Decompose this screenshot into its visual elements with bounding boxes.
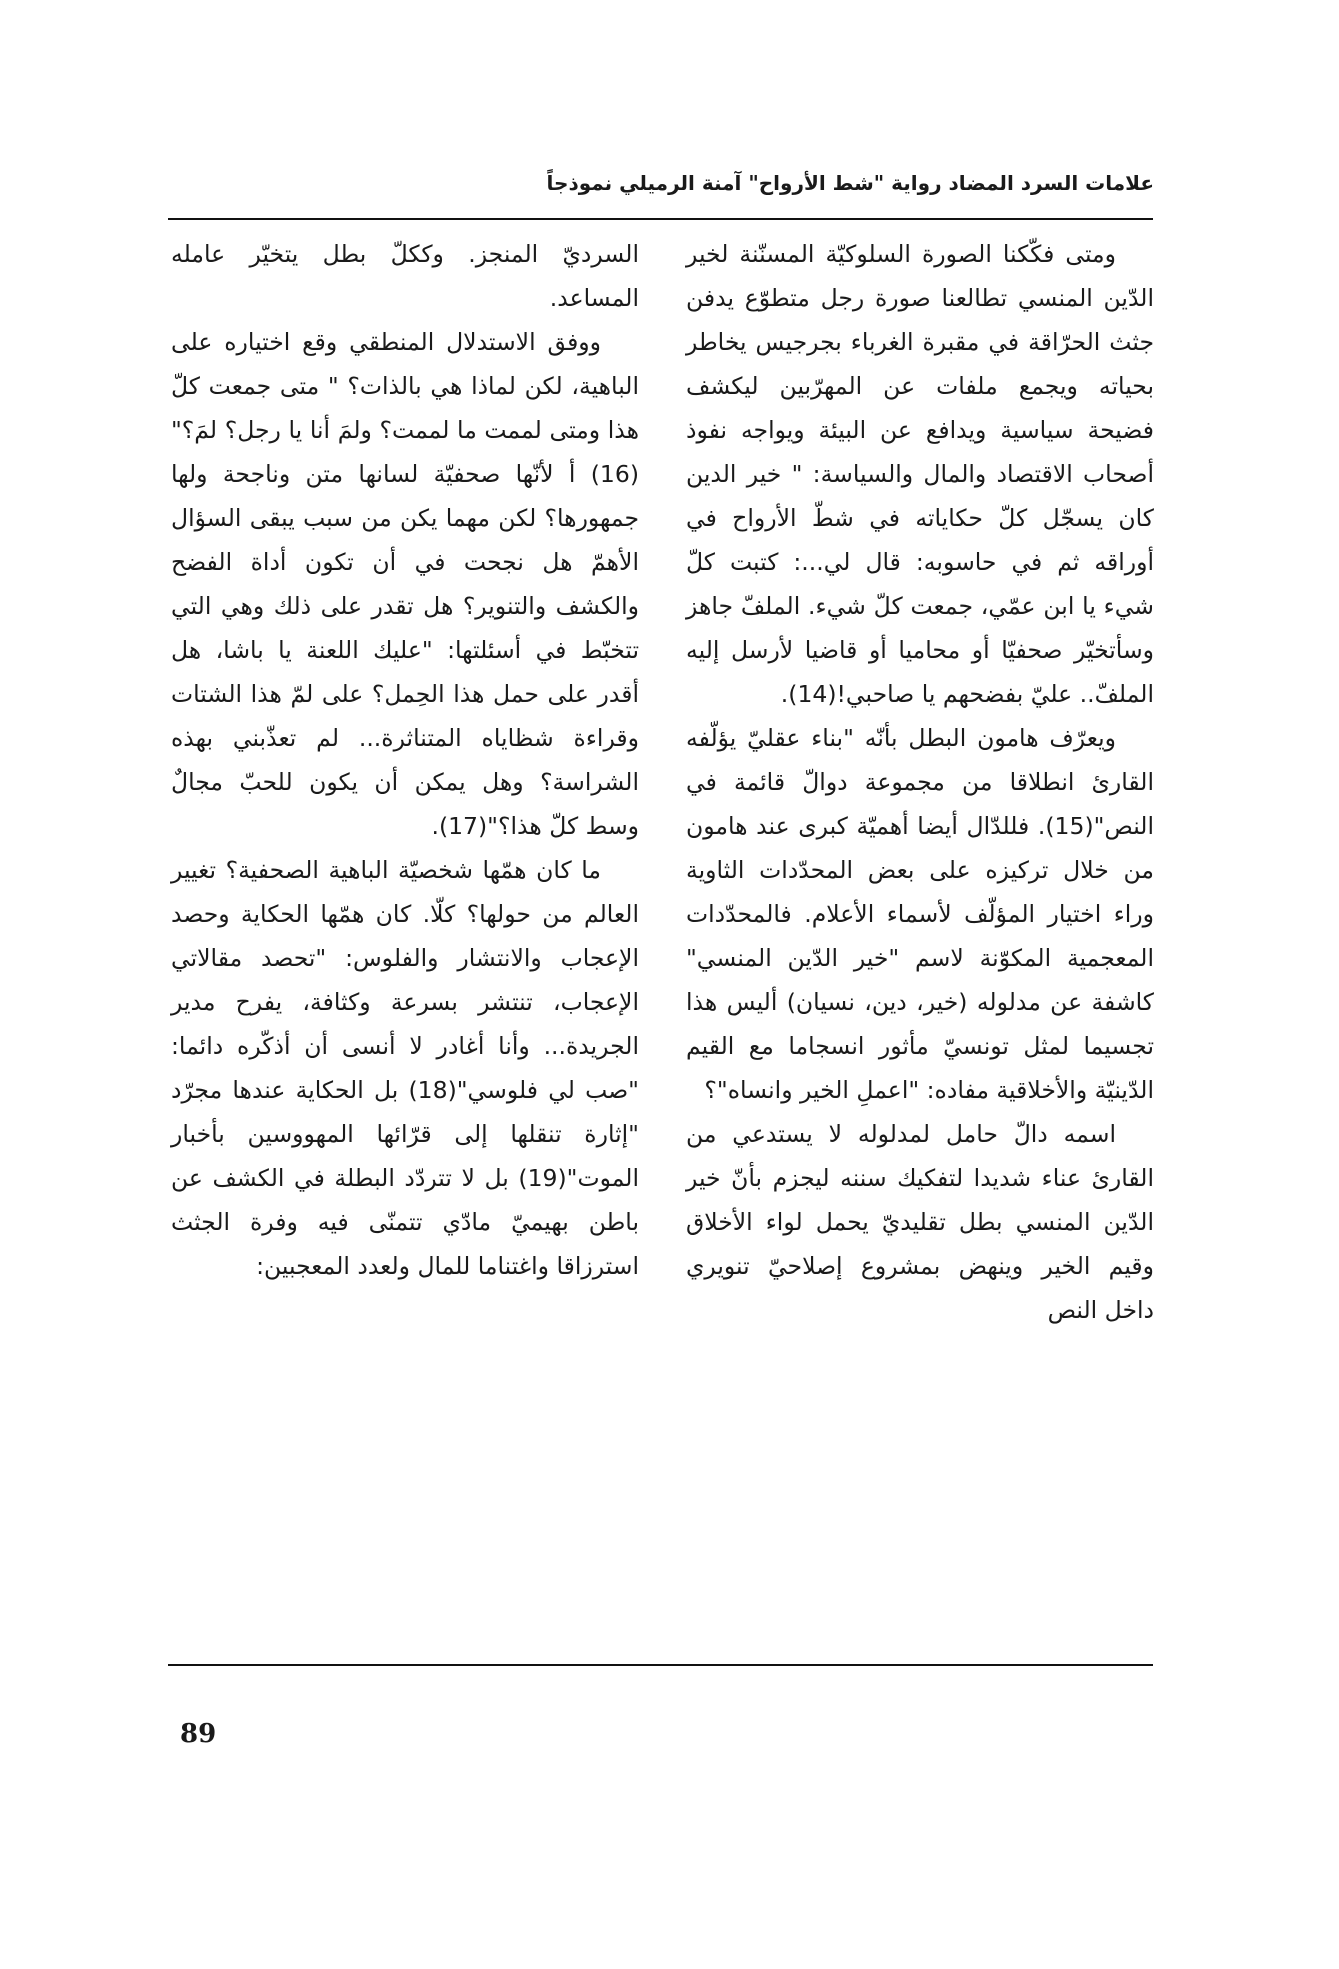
paragraph: ووفق الاستدلال المنطقي وقع اختياره على الباهية، لكن لماذا هي بالذات؟ " متى جمعت كلّ هذا ومتى لممت ما لممت؟ ولمَ أنا يا رجل؟ لمَ؟"(16) أ لأنّها صحفيّة لسانها متن وناجحة ولها جمهورها؟ لكن مهما يكن من سبب يبقى السؤال الأهمّ هل نجحت في أن تكون أداة الفضح والكشف والتنوير؟ هل تقدر على ذلك وهي التي تتخبّط في أسئلتها: "عليك اللعنة يا باشا، هل أقدر على حمل هذا الحِمل؟ على لمّ هذا الشتات وقراءة شظاياه المتناثرة... لم تعذّبني بهذه الشراسة؟ وهل يمكن أن يكون للحبّ مجالٌ وسط كلّ هذا؟"(17).: [171, 328, 639, 840]
paragraph: ويعرّف هامون البطل بأنّه "بناء عقليّ يؤلّفه القارئ انطلاقا من مجموعة دوالّ قائمة في النص"(15). فللدّال أيضا أهميّة كبرى عند هامون من خلال تركيزه على بعض المحدّدات الثاوية وراء اختيار المؤلّف لأسماء الأعلام. فالمحدّدات المعجمية المكوّنة لاسم "خير الدّين المنسي" كاشفة عن مدلوله (خير، دين، نسيان) أليس هذا تجسيما لمثل تونسيّ مأثور انسجاما مع القيم الدّينيّة والأخلاقية مفاده: "اعملِ الخير وانساه"؟: [686, 724, 1154, 1104]
left-text-column: [171, 232, 639, 1288]
paragraph: اسمه دالّ حامل لمدلوله لا يستدعي من القارئ عناء شديدا لتفكيك سننه ليجزم بأنّ خير الدّين المنسي بطل تقليديّ يحمل لواء الأخلاق وقيم الخير وينهض بمشروع إصلاحيّ تنويري داخل النص: [686, 1120, 1154, 1324]
page-number: 89: [180, 1719, 217, 1749]
header-divider: [168, 218, 1153, 220]
footer-divider: [168, 1664, 1153, 1666]
paragraph: السرديّ المنجز. وككلّ بطل يتخيّر عامله المساعد.: [171, 240, 639, 312]
paragraph: ما كان همّها شخصيّة الباهية الصحفية؟ تغيير العالم من حولها؟ كلّا. كان همّها الحكاية وحصد الإعجاب والانتشار والفلوس: "تحصد مقالاتي الإعجاب، تنتشر بسرعة وكثافة، يفرح مدير الجريدة... وأنا أغادر لا أنسى أن أذكّره دائما: "صب لي فلوسي"(18) بل الحكاية عندها مجرّد "إثارة تنقلها إلى قرّائها المهووسين بأخبار الموت"(19) بل لا تتردّد البطلة في الكشف عن باطن بهيميّ مادّي تتمنّى فيه وفرة الجثث استرزاقا واغتناما للمال ولعدد المعجبين:: [171, 856, 639, 1280]
paragraph: ومتى فكّكنا الصورة السلوكيّة المسنّنة لخير الدّين المنسي تطالعنا صورة رجل متطوّع يدفن جثث الحرّاقة في مقبرة الغرباء بجرجيس يخاطر بحياته ويجمع ملفات عن المهرّبين ليكشف فضيحة سياسية ويدافع عن البيئة ويواجه نفوذ أصحاب الاقتصاد والمال والسياسة: " خير الدين كان يسجّل كلّ حكاياته في شطّ الأرواح في أوراقه ثم في حاسوبه: قال لي...: كتبت كلّ شيء يا ابن عمّي، جمعت كلّ شيء. الملفّ جاهز وسأتخيّر صحفيّا أو محاميا أو قاضيا لأرسل إليه الملفّ.. عليّ بفضحهم يا صاحبي!(14).: [686, 240, 1154, 708]
right-text-column: [686, 232, 1154, 1332]
running-header-title: علامات السرد المضاد رواية "شط الأرواح" آمنة الرميلي نموذجاً: [546, 171, 1154, 195]
